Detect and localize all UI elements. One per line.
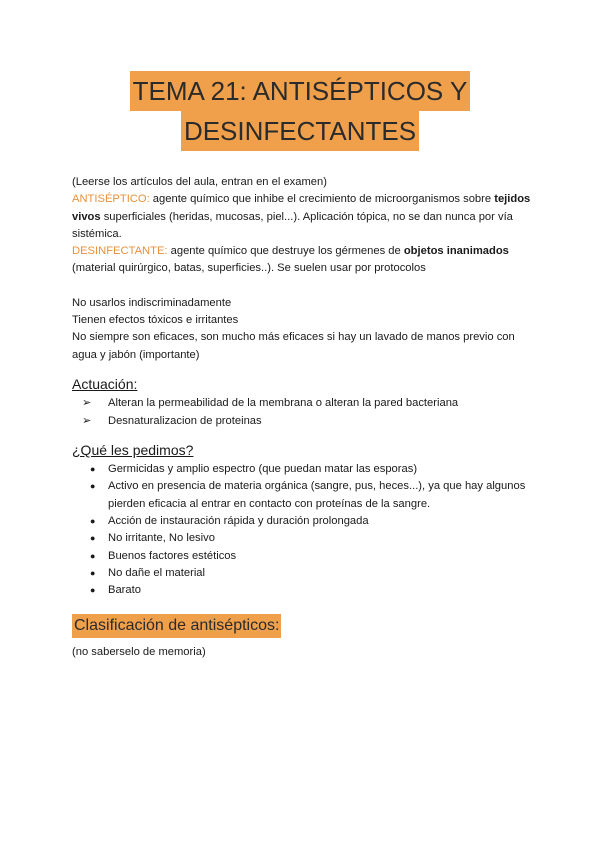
intro-note: (Leerse los artículos del aula, entran en el examen) (72, 176, 327, 188)
dot-bullet-icon: ● (90, 567, 96, 578)
note-line: No usarlos indiscriminadamente (72, 296, 232, 309)
list-item: ● Germicidas y amplio espectro (que puedan matar las esporas) (90, 461, 532, 478)
clasificacion-heading: Clasificación de antisépticos: (72, 614, 281, 638)
list-item: ● No irritante, No lesivo (90, 530, 532, 547)
arrow-bullet-icon: ➢ (82, 397, 92, 410)
dot-bullet-icon: ● (90, 533, 96, 544)
list-item: ● Buenos factores estéticos (90, 548, 532, 565)
antiseptico-definition: ANTISÉPTICO: agente químico que inhibe el crecimiento de microorganismos sobre tejidos vivos superficiales (heridas, mucosas, piel...). Aplicación tópica, no se dan nunca por vía sistémica. (72, 193, 531, 240)
dot-bullet-icon: ● (90, 464, 96, 475)
page-title (0, 71, 600, 151)
desinfectante-bold: objetos inanimados (403, 245, 509, 258)
list-item: ● Barato (90, 582, 532, 599)
note-line: No siempre son eficaces, son mucho más eficaces si hay un lavado de manos previo con agua y jabón (importante) (72, 331, 515, 361)
pedimos-list (90, 461, 532, 599)
document-body (72, 174, 532, 661)
dot-bullet-icon: ● (90, 585, 96, 596)
dot-bullet-icon: ● (90, 550, 96, 561)
pedimos-heading: ¿Qué les pedimos? (72, 441, 194, 458)
desinfectante-term: DESINFECTANTE: (72, 245, 168, 258)
arrow-bullet-icon: ➢ (82, 414, 92, 427)
note-line: Tienen efectos tóxicos e irritantes (72, 314, 239, 327)
clasificacion-note: (no saberselo de memoria) (72, 645, 206, 658)
dot-bullet-icon: ● (90, 481, 96, 492)
dot-bullet-icon: ● (90, 516, 96, 527)
list-item: ● No dañe el material (90, 565, 532, 582)
antiseptico-term: ANTISÉPTICO: (72, 193, 150, 206)
actuacion-list (82, 395, 532, 430)
title-line-2: DESINFECTANTES (181, 111, 419, 151)
title-line-1: TEMA 21: ANTISÉPTICOS Y (130, 71, 471, 111)
actuacion-heading: Actuación: (72, 375, 138, 392)
antiseptico-bold: tejidos vivos (72, 193, 531, 223)
desinfectante-definition: DESINFECTANTE: agente químico que destruye los gérmenes de objetos inanimados (material quirúrgico, batas, superficies..). Se suelen usar por protocolos (72, 245, 509, 275)
list-item: ➢ Alteran la permeabilidad de la membrana o alteran la pared bacteriana (82, 395, 532, 412)
list-item: ● Activo en presencia de materia orgánica (sangre, pus, heces...), ya que hay algunos pierden eficacia al entrar en contacto con proteínas de la sangre. (90, 480, 526, 510)
list-item: ● Acción de instauración rápida y duración prolongada (90, 513, 532, 530)
list-item: ➢ Desnaturalizacion de proteinas (82, 413, 532, 430)
